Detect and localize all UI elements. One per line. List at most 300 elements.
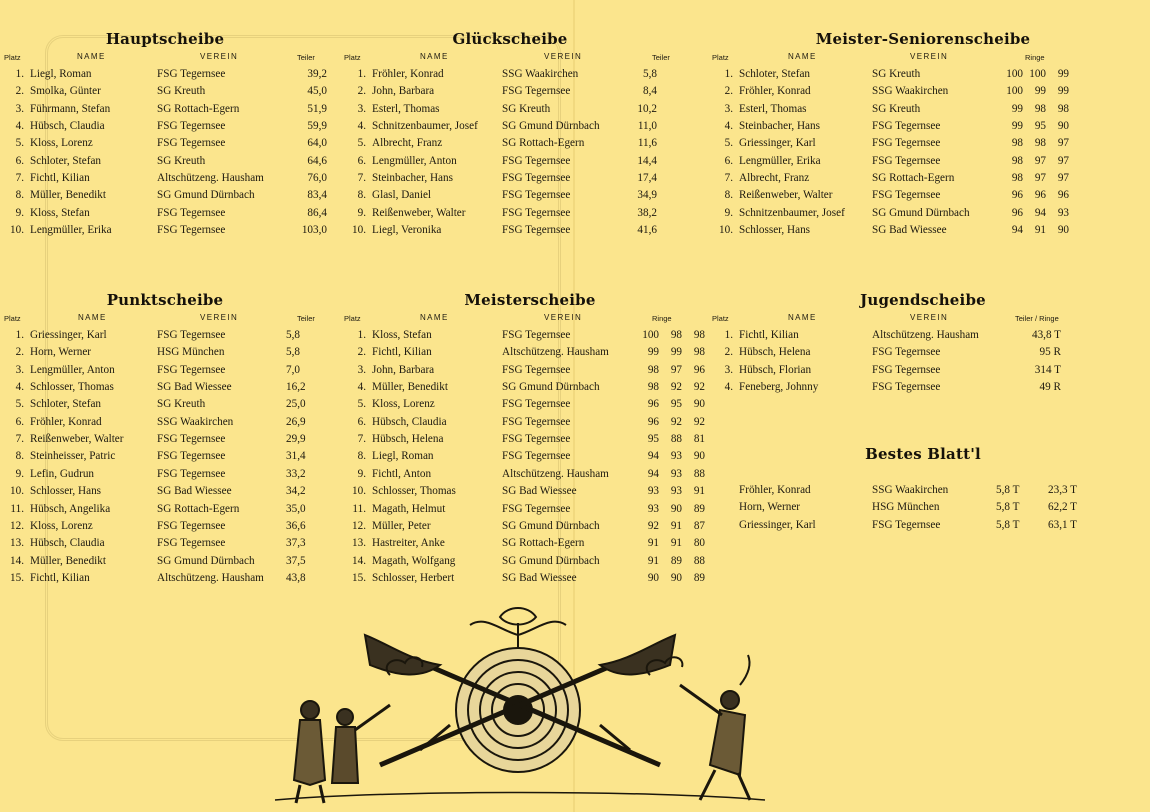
name-cell: Esterl, Thomas — [739, 102, 807, 115]
score-cell: 314 T — [1034, 363, 1061, 376]
table-row — [340, 362, 710, 379]
place-cell: 5. — [357, 398, 366, 411]
score-cell: 14,4 — [637, 154, 657, 167]
name-cell: Hübsch, Claudia — [30, 537, 105, 550]
place-cell: 9. — [724, 206, 733, 219]
table-row — [340, 466, 710, 483]
place-cell: 7. — [357, 433, 366, 446]
club-cell: SSG Waakirchen — [872, 484, 949, 496]
name-cell: Glasl, Daniel — [372, 189, 432, 202]
name-cell: Albrecht, Franz — [739, 172, 810, 185]
place-cell: 2. — [724, 346, 733, 359]
score-cell: 10,2 — [637, 102, 657, 115]
place-cell: 10. — [10, 224, 24, 237]
place-cell: 3. — [724, 363, 733, 376]
score-cell: 43,8 — [286, 571, 306, 584]
place-cell: 1. — [724, 329, 733, 341]
table-row — [0, 448, 340, 465]
header-name: NAME — [788, 313, 817, 322]
place-cell: 2. — [15, 85, 24, 98]
name-cell: Müller, Benedikt — [30, 554, 106, 567]
score-cell: 33,2 — [286, 467, 306, 480]
ring-cell: 93 — [647, 485, 659, 498]
ring-cell: 96 — [1011, 189, 1023, 202]
name-cell: Schloter, Stefan — [30, 154, 102, 167]
ring-cell: 98 — [693, 346, 705, 359]
place-cell: 3. — [15, 363, 24, 376]
club-cell: SG Bad Wiessee — [872, 224, 947, 237]
name-cell: Schloter, Stefan — [30, 398, 102, 411]
name-cell: Lengmüller, Erika — [739, 154, 821, 167]
ring-cell: 99 — [670, 346, 682, 359]
club-cell: SG Gmund Dürnbach — [502, 120, 600, 133]
place-cell: 10. — [10, 485, 24, 498]
ring-cell: 98 — [647, 363, 659, 376]
ring-cell: 80 — [693, 537, 705, 550]
club-cell: FSG Tegernsee — [502, 206, 571, 219]
place-cell: 2. — [15, 346, 24, 359]
score-cell: 64,0 — [307, 137, 327, 150]
place-cell: 3. — [357, 102, 366, 115]
club-cell: Altschützeng. Hausham — [157, 571, 264, 584]
header-score: Teiler / Ringe — [1015, 314, 1059, 323]
score-cell: 49 R — [1039, 381, 1061, 394]
section-glueckscheibe — [340, 30, 680, 245]
score-cell: 86,4 — [307, 206, 327, 219]
club-cell: FSG Tegernsee — [502, 154, 571, 167]
place-cell: 13. — [10, 537, 24, 550]
name-cell: Hübsch, Florian — [739, 363, 812, 376]
name-cell: Lengmüller, Erika — [30, 224, 112, 237]
table-row — [340, 379, 710, 396]
score-cell: 76,0 — [307, 172, 327, 185]
place-cell: 1. — [15, 68, 24, 80]
table-row — [0, 83, 340, 100]
name-cell: Schlosser, Hans — [30, 485, 102, 498]
place-cell: 14. — [352, 554, 366, 567]
ring-cell: 96 — [647, 415, 659, 428]
ring-cell: 98 — [1011, 154, 1023, 167]
score-cell: 8,4 — [643, 85, 657, 98]
ring-cell: 93 — [670, 485, 682, 498]
table-row — [0, 535, 340, 552]
name-cell: Hübsch, Helena — [372, 433, 444, 446]
name-cell: Lengmüller, Anton — [372, 154, 457, 167]
table-row — [340, 448, 710, 465]
section-title: Punktscheibe — [106, 291, 224, 309]
table-row — [340, 483, 710, 500]
name-cell: Hastreiter, Anke — [372, 537, 445, 550]
ring-cell: 99 — [1057, 85, 1069, 98]
table-row — [0, 187, 340, 204]
name-cell: Steinheisser, Patric — [30, 450, 116, 463]
ring-cell: 96 — [693, 363, 705, 376]
ring-cell: 98 — [1034, 137, 1046, 150]
header-score: Teiler — [652, 53, 670, 62]
name-cell: Fröhler, Konrad — [739, 85, 811, 98]
name-cell: Reißenweber, Walter — [372, 206, 466, 219]
ring-cell: 91 — [670, 537, 682, 550]
place-cell: 14. — [10, 554, 24, 567]
ring-cell: 95 — [670, 398, 682, 411]
place-cell: 13. — [352, 537, 366, 550]
place-cell: 15. — [352, 571, 366, 584]
ring-cell: 87 — [693, 519, 705, 532]
club-cell: FSG Tegernsee — [157, 137, 226, 150]
place-cell: 2. — [357, 346, 366, 359]
place-cell: 3. — [724, 102, 733, 115]
name-cell: Albrecht, Franz — [372, 137, 443, 150]
club-cell: FSG Tegernsee — [872, 120, 941, 133]
place-cell: 1. — [15, 329, 24, 341]
ring-cell: 92 — [670, 415, 682, 428]
table-row — [340, 135, 680, 152]
table-row — [708, 379, 1150, 396]
club-cell: HSG München — [157, 346, 225, 359]
club-cell: Altschützeng. Hausham — [157, 172, 264, 185]
ring-cell: 91 — [693, 485, 705, 498]
ring-cell: 99 — [1034, 85, 1046, 98]
ring-cell: 88 — [670, 433, 682, 446]
ring-cell: 90 — [670, 571, 682, 584]
club-cell: FSG Tegernsee — [157, 537, 226, 550]
section-punktscheibe — [0, 291, 340, 591]
name-cell: Griessinger, Karl — [30, 329, 107, 341]
ring-cell: 99 — [647, 346, 659, 359]
club-cell: Altschützeng. Hausham — [872, 329, 979, 341]
table-row — [708, 135, 1150, 152]
header-club: VEREIN — [544, 52, 583, 61]
score-cell: 45,0 — [307, 85, 327, 98]
club-cell: SG Rottach-Egern — [872, 172, 955, 185]
ring-cell: 94 — [647, 450, 659, 463]
table-row — [0, 101, 340, 118]
name-cell: Reißenweber, Walter — [30, 433, 124, 446]
value-cell: 5,8 T — [996, 484, 1020, 496]
place-cell: 6. — [724, 154, 733, 167]
club-cell: FSG Tegernsee — [502, 415, 571, 428]
table-row — [708, 101, 1150, 118]
club-cell: SG Rottach-Egern — [157, 102, 240, 115]
place-cell: 8. — [357, 450, 366, 463]
club-cell: FSG Tegernsee — [157, 224, 226, 237]
place-cell: 7. — [15, 433, 24, 446]
ring-cell: 92 — [670, 381, 682, 394]
place-cell: 15. — [10, 571, 24, 584]
place-cell: 4. — [15, 120, 24, 133]
score-cell: 83,4 — [307, 189, 327, 202]
ring-cell: 96 — [1011, 206, 1023, 219]
ring-cell: 90 — [1057, 120, 1069, 133]
score-cell: 31,4 — [286, 450, 306, 463]
ring-cell: 95 — [647, 433, 659, 446]
club-cell: SG Rottach-Egern — [502, 137, 585, 150]
table-row — [340, 535, 710, 552]
place-cell: 2. — [724, 85, 733, 98]
club-cell: FSG Tegernsee — [872, 518, 941, 531]
ring-cell: 89 — [693, 502, 705, 515]
ring-cell: 100 — [642, 329, 659, 341]
score-cell: 11,6 — [637, 137, 657, 150]
ring-cell: 98 — [1011, 137, 1023, 150]
header-place: Platz — [4, 314, 21, 323]
table-row — [0, 327, 340, 344]
ring-cell: 90 — [693, 450, 705, 463]
table-row — [340, 570, 710, 587]
value-cell: 62,2 T — [1048, 501, 1078, 514]
table-row — [0, 362, 340, 379]
place-cell: 8. — [357, 189, 366, 202]
name-cell: Schlosser, Thomas — [372, 485, 456, 498]
section-title: Meister-Seniorenscheibe — [815, 30, 1031, 48]
ring-cell: 97 — [670, 363, 682, 376]
table-row — [340, 205, 680, 222]
name-cell: Schlosser, Thomas — [30, 381, 114, 394]
table-row — [0, 414, 340, 431]
table-row — [340, 553, 710, 570]
club-cell: SG Kreuth — [502, 102, 551, 115]
table-row — [340, 414, 710, 431]
table-row — [0, 118, 340, 135]
table-row — [708, 482, 1150, 499]
table-row — [0, 344, 340, 361]
table-row — [708, 170, 1150, 187]
name-cell: Magath, Wolfgang — [372, 554, 456, 567]
club-cell: FSG Tegernsee — [157, 68, 226, 80]
place-cell: 5. — [15, 398, 24, 411]
score-cell: 37,3 — [286, 537, 306, 550]
ring-cell: 91 — [647, 554, 659, 567]
place-cell: 1. — [724, 68, 733, 80]
ring-cell: 98 — [670, 329, 682, 341]
ring-cell: 100 — [1006, 68, 1023, 80]
name-cell: Horn, Werner — [30, 346, 92, 359]
value-cell: 63,1 T — [1048, 518, 1078, 531]
club-cell: SG Bad Wiessee — [157, 485, 232, 498]
name-cell: Hübsch, Claudia — [30, 120, 105, 133]
table-row — [708, 205, 1150, 222]
club-cell: SG Kreuth — [157, 85, 206, 98]
ring-cell: 99 — [1011, 102, 1023, 115]
ring-cell: 97 — [1034, 154, 1046, 167]
table-row — [340, 153, 680, 170]
score-cell: 16,2 — [286, 381, 306, 394]
club-cell: FSG Tegernsee — [157, 363, 226, 376]
name-cell: Hübsch, Claudia — [372, 415, 447, 428]
club-cell: SG Gmund Dürnbach — [157, 554, 255, 567]
table-row — [708, 153, 1150, 170]
score-cell: 7,0 — [286, 363, 300, 376]
ring-cell: 88 — [693, 467, 705, 480]
score-cell: 36,6 — [286, 519, 306, 532]
score-cell: 41,6 — [637, 224, 657, 237]
ring-cell: 91 — [647, 537, 659, 550]
name-cell: John, Barbara — [372, 85, 435, 98]
name-cell: Hübsch, Helena — [739, 346, 811, 359]
name-cell: Horn, Werner — [739, 501, 801, 514]
ring-cell: 89 — [670, 554, 682, 567]
name-cell: Kloss, Stefan — [372, 329, 432, 341]
place-cell: 7. — [15, 172, 24, 185]
header-score: Ringe — [1025, 53, 1045, 62]
table-row — [340, 518, 710, 535]
ring-cell: 100 — [1029, 68, 1046, 80]
ring-cell: 93 — [670, 467, 682, 480]
place-cell: 10. — [352, 485, 366, 498]
header-name: NAME — [420, 52, 449, 61]
section-jugendscheibe — [708, 291, 1150, 411]
table-row — [340, 344, 710, 361]
name-cell: Müller, Benedikt — [30, 189, 106, 202]
club-cell: Altschützeng. Hausham — [502, 467, 609, 480]
name-cell: Steinbacher, Hans — [372, 172, 453, 185]
ring-cell: 98 — [1034, 102, 1046, 115]
place-cell: 12. — [352, 519, 366, 532]
ring-cell: 96 — [647, 398, 659, 411]
club-cell: SG Gmund Dürnbach — [872, 206, 970, 219]
table-row — [0, 483, 340, 500]
table-row — [0, 135, 340, 152]
table-row — [0, 153, 340, 170]
club-cell: FSG Tegernsee — [872, 381, 941, 394]
ring-cell: 97 — [1057, 137, 1069, 150]
table-row — [0, 222, 340, 239]
ring-cell: 98 — [1057, 102, 1069, 115]
place-cell: 6. — [15, 154, 24, 167]
club-cell: SG Rottach-Egern — [157, 502, 240, 515]
place-cell: 9. — [357, 206, 366, 219]
name-cell: Fröhler, Konrad — [372, 68, 444, 80]
club-cell: FSG Tegernsee — [502, 363, 571, 376]
club-cell: FSG Tegernsee — [502, 433, 571, 446]
club-cell: FSG Tegernsee — [157, 120, 226, 133]
table-row — [340, 118, 680, 135]
section-title: Meisterscheibe — [464, 291, 596, 309]
table-row — [708, 222, 1150, 239]
header-name: NAME — [77, 52, 106, 61]
section-title: Glückscheibe — [452, 30, 568, 48]
place-cell: 3. — [357, 363, 366, 376]
place-cell: 2. — [357, 85, 366, 98]
table-row — [340, 66, 680, 83]
name-cell: John, Barbara — [372, 363, 435, 376]
name-cell: Müller, Benedikt — [372, 381, 448, 394]
club-cell: FSG Tegernsee — [502, 502, 571, 515]
club-cell: FSG Tegernsee — [157, 519, 226, 532]
club-cell: FSG Tegernsee — [157, 433, 226, 446]
table-row — [0, 553, 340, 570]
club-cell: FSG Tegernsee — [157, 467, 226, 480]
header-name: NAME — [788, 52, 817, 61]
value-cell: 23,3 T — [1048, 484, 1078, 496]
name-cell: Fichtl, Kilian — [739, 329, 799, 341]
ring-cell: 97 — [1034, 172, 1046, 185]
ring-cell: 92 — [693, 381, 705, 394]
score-cell: 35,0 — [286, 502, 306, 515]
ring-cell: 93 — [670, 450, 682, 463]
score-cell: 34,2 — [286, 485, 306, 498]
name-cell: Feneberg, Johnny — [739, 381, 819, 394]
place-cell: 5. — [724, 137, 733, 150]
club-cell: FSG Tegernsee — [872, 363, 941, 376]
place-cell: 8. — [15, 189, 24, 202]
table-row — [0, 396, 340, 413]
header-club: VEREIN — [910, 52, 949, 61]
header-score: Teiler — [297, 53, 315, 62]
name-cell: Schlosser, Hans — [739, 224, 811, 237]
score-cell: 103,0 — [301, 224, 327, 237]
club-cell: SG Kreuth — [872, 68, 921, 80]
name-cell: Schloter, Stefan — [739, 68, 811, 80]
club-cell: FSG Tegernsee — [502, 329, 571, 341]
score-cell: 37,5 — [286, 554, 306, 567]
score-cell: 5,8 — [286, 329, 300, 341]
club-cell: FSG Tegernsee — [502, 189, 571, 202]
name-cell: Schnitzenbaumer, Josef — [739, 206, 845, 219]
name-cell: Smolka, Günter — [30, 85, 101, 98]
header-club: VEREIN — [200, 52, 239, 61]
table-row — [708, 187, 1150, 204]
score-cell: 5,8 — [286, 346, 300, 359]
place-cell: 4. — [15, 381, 24, 394]
name-cell: Steinbacher, Hans — [739, 120, 820, 133]
header-name: NAME — [420, 313, 449, 322]
club-cell: SG Bad Wiessee — [157, 381, 232, 394]
table-row — [708, 327, 1150, 344]
table-row — [708, 344, 1150, 361]
table-row — [340, 396, 710, 413]
name-cell: Lefin, Gudrun — [30, 467, 95, 480]
place-cell: 6. — [15, 415, 24, 428]
name-cell: Kloss, Lorenz — [30, 519, 93, 532]
name-cell: Liegl, Roman — [30, 68, 92, 80]
ring-cell: 100 — [1006, 85, 1023, 98]
name-cell: Fichtl, Kilian — [30, 571, 90, 584]
ring-cell: 90 — [1057, 224, 1069, 237]
name-cell: Müller, Peter — [372, 519, 431, 532]
club-cell: FSG Tegernsee — [872, 154, 941, 167]
header-place: Platz — [344, 53, 361, 62]
name-cell: Fichtl, Anton — [372, 467, 432, 480]
table-row — [708, 118, 1150, 135]
place-cell: 11. — [352, 502, 366, 515]
club-cell: HSG München — [872, 501, 940, 514]
club-cell: FSG Tegernsee — [872, 346, 941, 359]
place-cell: 7. — [724, 172, 733, 185]
score-cell: 43,8 T — [1031, 329, 1061, 341]
club-cell: FSG Tegernsee — [157, 329, 226, 341]
value-cell: 5,8 T — [996, 518, 1020, 531]
name-cell: Liegl, Veronika — [372, 224, 442, 237]
name-cell: Griessinger, Karl — [739, 137, 816, 150]
club-cell: SG Gmund Dürnbach — [502, 381, 600, 394]
ring-cell: 92 — [693, 415, 705, 428]
ring-cell: 99 — [1057, 68, 1069, 80]
header-score: Ringe — [652, 314, 672, 323]
table-row — [340, 501, 710, 518]
score-cell: 26,9 — [286, 415, 306, 428]
table-row — [340, 101, 680, 118]
name-cell: Magath, Helmut — [372, 502, 446, 515]
table-row — [340, 327, 710, 344]
header-place: Platz — [344, 314, 361, 323]
ring-cell: 92 — [647, 519, 659, 532]
name-cell: Griessinger, Karl — [739, 518, 816, 531]
score-cell: 11,0 — [637, 120, 657, 133]
table-row — [708, 499, 1150, 516]
header-club: VEREIN — [910, 313, 949, 322]
header-name: NAME — [78, 313, 107, 322]
